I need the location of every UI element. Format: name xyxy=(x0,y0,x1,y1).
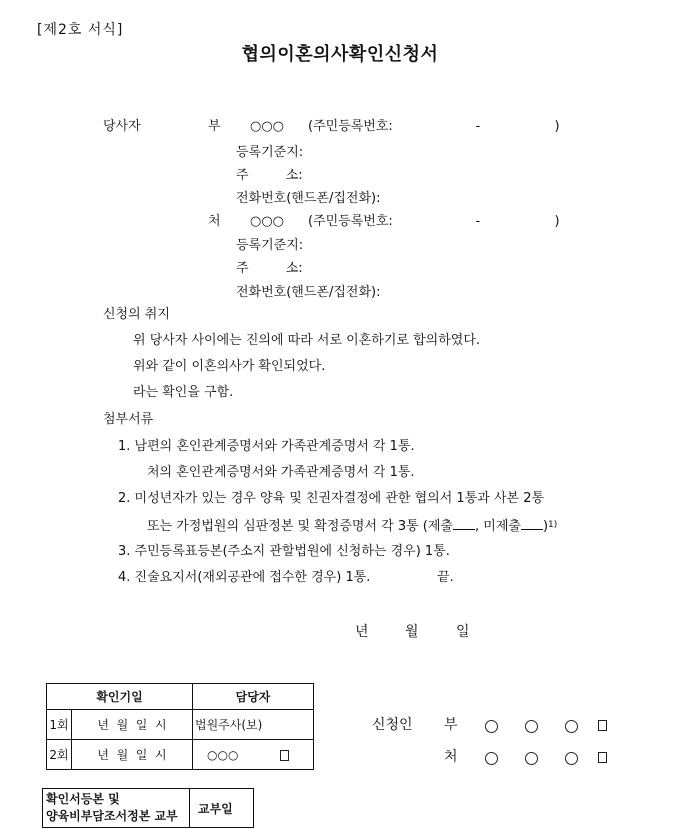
wife-address: 주 소: xyxy=(236,261,303,276)
wife-registry: 등록기준지: xyxy=(236,238,304,253)
attachment-item-2b-close: ) xyxy=(542,519,549,534)
attachment-item-1b: 처의 혼인관계증명서와 가족관계증명서 각 1통. xyxy=(147,465,415,480)
wife-name: ○○○ xyxy=(250,214,285,229)
husband-registry: 등록기준지: xyxy=(236,145,304,160)
husband-role: 부 xyxy=(208,119,221,134)
end-mark: 끝. xyxy=(437,570,454,585)
applicant-label: 신청인 xyxy=(372,717,413,733)
round-no: 1회 xyxy=(47,710,72,740)
submitted-blank[interactable] xyxy=(453,517,475,530)
confirm-date[interactable]: 년 월 일 시 xyxy=(72,710,193,740)
attachment-item-2b-text: 또는 가정법원의 심판정본 및 확정증명서 각 3통 (제출 xyxy=(147,519,453,534)
purpose-heading: 신청의 취지 xyxy=(103,307,170,322)
attachment-item-4: 4. 진술요지서(재외공관에 접수한 경우) 1통. xyxy=(118,570,371,585)
husband-name: ○○○ xyxy=(250,119,285,134)
date-month: 월 xyxy=(405,624,419,640)
delivery-label: 확인서등본 및 양육비부담조서정본 교부 xyxy=(43,789,190,828)
name-circle-icon xyxy=(565,752,578,765)
seal-box-icon xyxy=(598,752,607,763)
attachment-item-2a: 2. 미성년자가 있는 경우 양육 및 친권자결정에 관한 협의서 1통과 사본 2통 xyxy=(118,491,545,506)
parties-label: 당사자 xyxy=(103,119,141,134)
wife-rrn: (주민등록번호: - ) xyxy=(308,214,560,229)
applicant-husband-role: 부 xyxy=(444,717,458,733)
attachment-item-3: 3. 주민등록표등본(주소지 관할법원에 신청하는 경우) 1통. xyxy=(118,544,450,559)
round-no: 2회 xyxy=(47,740,72,770)
attachment-item-2b-mid: , 미제출 xyxy=(475,519,521,534)
husband-rrn: (주민등록번호: - ) xyxy=(308,119,560,134)
page-title: 협의이혼의사확인신청서 xyxy=(241,44,439,65)
name-circle-icon xyxy=(565,720,578,733)
footnote-marker: 1) xyxy=(548,520,558,530)
date-year: 년 xyxy=(355,624,369,640)
seal-box-icon xyxy=(280,750,289,761)
wife-phone: 전화번호(핸드폰/집전화): xyxy=(236,285,381,300)
delivery-date-label: 교부일 xyxy=(190,789,254,828)
staff-name-cell xyxy=(193,740,314,770)
staff-name: ○○○ xyxy=(207,747,239,762)
attachment-item-2b xyxy=(147,517,557,535)
form-number: [제2호 서식] xyxy=(37,22,124,38)
header-confirm-date: 확인기일 xyxy=(47,684,193,710)
delivery-table xyxy=(42,788,254,828)
husband-phone: 전화번호(핸드폰/집전화): xyxy=(236,191,381,206)
wife-role: 처 xyxy=(208,214,221,229)
staff-title: 법원주사(보) xyxy=(193,710,314,740)
purpose-line-1: 위 당사자 사이에는 진의에 따라 서로 이혼하기로 합의하였다. xyxy=(133,333,481,348)
applicant-wife-role: 처 xyxy=(444,749,458,765)
not-submitted-blank[interactable] xyxy=(521,517,543,530)
attachments-heading: 첨부서류 xyxy=(103,412,154,427)
name-circle-icon xyxy=(485,752,498,765)
table-row xyxy=(47,740,314,770)
name-circle-icon xyxy=(525,720,538,733)
purpose-line-2: 위와 같이 이혼의사가 확인되었다. xyxy=(133,359,326,374)
header-staff: 담당자 xyxy=(193,684,314,710)
confirmation-table xyxy=(46,683,314,770)
husband-address: 주 소: xyxy=(236,168,303,183)
confirm-date[interactable]: 년 월 일 시 xyxy=(72,740,193,770)
table-row xyxy=(47,710,314,740)
name-circle-icon xyxy=(525,752,538,765)
attachment-item-1a: 1. 남편의 혼인관계증명서와 가족관계증명서 각 1통. xyxy=(118,439,415,454)
purpose-line-3: 라는 확인을 구함. xyxy=(133,385,234,400)
date-day: 일 xyxy=(456,624,470,640)
name-circle-icon xyxy=(485,720,498,733)
seal-box-icon xyxy=(598,720,607,731)
